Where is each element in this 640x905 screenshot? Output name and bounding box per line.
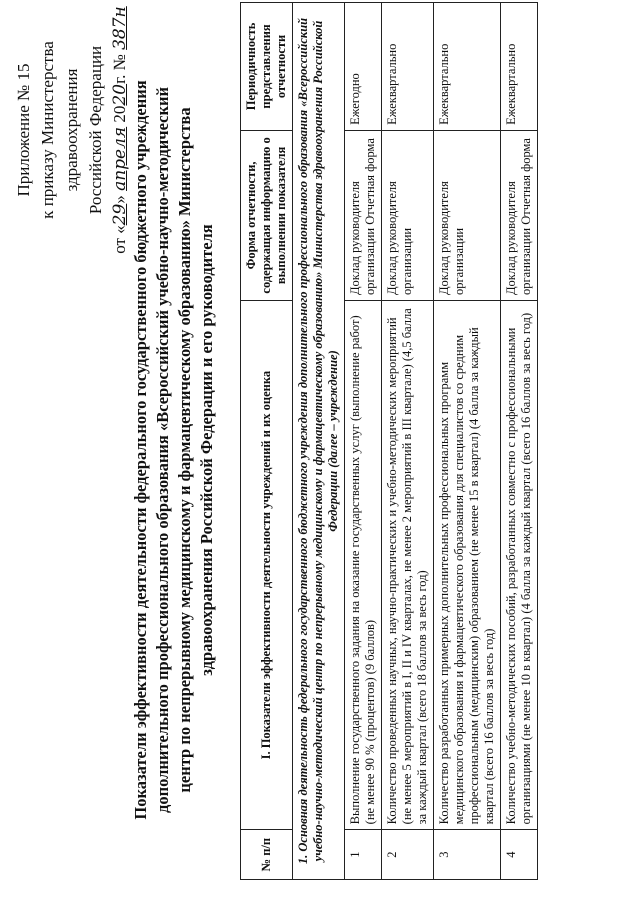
federation-line: Российской Федерации (86, 45, 105, 215)
row-number: 4 (501, 830, 538, 880)
row-indicator: Выполнение государственного задания на оказание государственных услуг (выполнение работ) (не менее 90 % (процентов) (9 баллов) (345, 300, 382, 829)
row-form: Доклад руководителя организации (382, 130, 434, 300)
indicators-table (240, 2, 538, 880)
row-indicator: Количество разработанных примерных дополнительных профессиональных программ медицинского образования и фармацевтического образования для специалистов со средним профессиональным (медицинским) образованием (не менее 15 в квартал) (4 балла за каждый квартал (всего 16 баллов за весь год) (434, 300, 501, 829)
row-number: 2 (382, 830, 434, 880)
table-row (345, 3, 382, 880)
table-header-row (241, 3, 293, 880)
col-periodicity: Периодичность представления отчетности (241, 3, 293, 131)
order-number: 387н (110, 6, 130, 50)
col-indicator: I. Показатели эффективности деятельности учреждений и их оценка (241, 300, 293, 829)
order-date-line: от «29» апреля 2020г. № 387н (110, 6, 130, 254)
date-month: апреля (110, 126, 130, 191)
row-form: Доклад руководителя организации Отчетная форма (501, 130, 538, 300)
table-row (434, 3, 501, 880)
appendix-header (12, 5, 132, 255)
row-form: Доклад руководителя организации Отчетная форма (345, 130, 382, 300)
table-row (382, 3, 434, 880)
col-number: № п/п (241, 830, 293, 880)
section-row (293, 3, 345, 880)
document-title: Показатели эффективности деятельности федерального государственного бюджетного учреждения дополнительного профессионального образования «Всероссийский учебно-научно-методический центр по непрерывному медицинскому и фармацевтическому образованию» Министерства здравоохранения Российской Федерации и его руководителя (131, 80, 216, 820)
row-number: 1 (345, 830, 382, 880)
date-year: 20 (110, 83, 130, 106)
row-period: Ежеквартально (382, 3, 434, 131)
row-period: Ежеквартально (501, 3, 538, 131)
row-indicator: Количество учебно-методических пособий, разработанных совместно с профессиональными организациями (не менее 10 в квартал) (4 балла за каждый квартал (всего 16 баллов за весь год) (501, 300, 538, 829)
col-report-form: Форма отчетности, содержащая информацию о выполнении показателя (241, 130, 293, 300)
section-title: 1. Основная деятельность федерального государственного бюджетного учреждения дополнительного профессионального образования «Всероссийский учебно-научно-методический центр по непрерывному медицинскому и фармацевтическому образованию» Министерства здравоохранения Российской Федерации (далее – учреждение) (293, 3, 345, 880)
row-period: Ежегодно (345, 3, 382, 131)
appendix-number: Приложение № 15 (14, 63, 33, 197)
table-row (501, 3, 538, 880)
row-period: Ежеквартально (434, 3, 501, 131)
date-day: 29 (110, 203, 130, 226)
order-line: к приказу Министерства здравоохранения (38, 41, 81, 219)
row-indicator: Количество проведенных научных, научно-практических и учебно-методических мероприятий (не менее 5 мероприятий в I, II и IV кварталах, не менее 2 мероприятий в III квартале) (4,5 балла за каждый квартал (всего 18 баллов за весь год) (382, 300, 434, 829)
row-form: Доклад руководителя организации (434, 130, 501, 300)
row-number: 3 (434, 830, 501, 880)
